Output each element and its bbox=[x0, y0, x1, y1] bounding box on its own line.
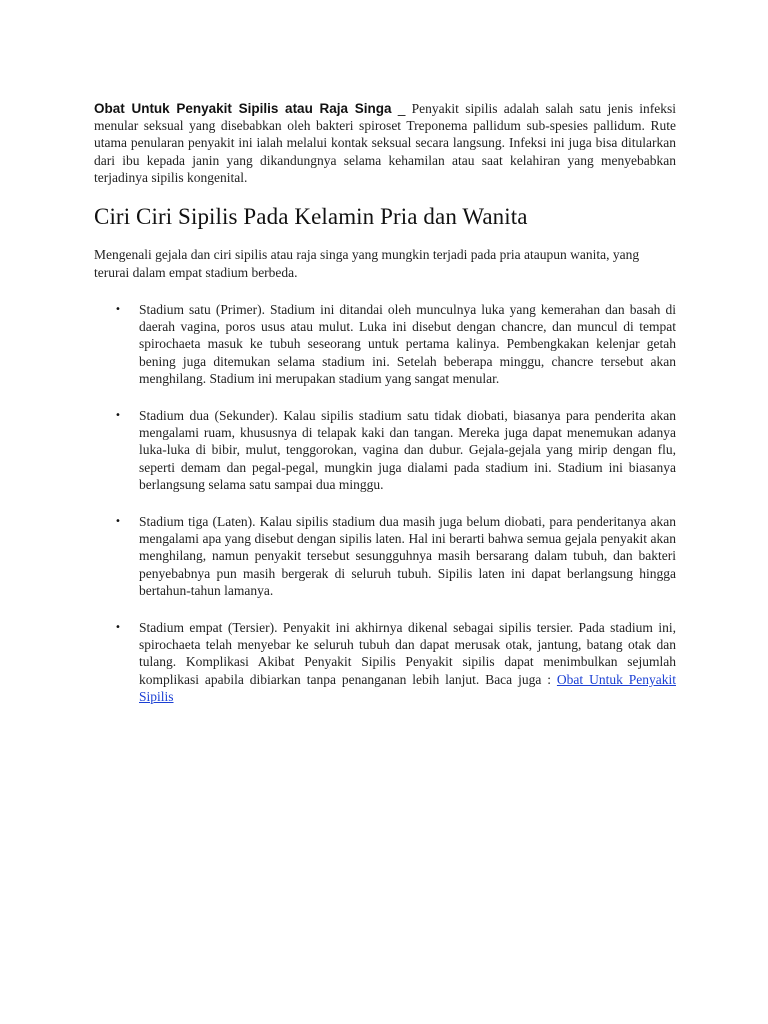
section-heading: Ciri Ciri Sipilis Pada Kelamin Pria dan Wanita bbox=[94, 204, 528, 230]
intro-lead-title: Obat Untuk Penyakit Sipilis atau Raja Singa bbox=[94, 101, 392, 116]
bullet-icon: • bbox=[115, 410, 121, 422]
bullet-icon: • bbox=[115, 622, 121, 634]
section-intro-paragraph: Mengenali gejala dan ciri sipilis atau raja singa yang mungkin terjadi pada pria ataupun wanita, yang terurai dalam empat stadium berbeda. bbox=[94, 247, 640, 280]
stage-text: Stadium dua (Sekunder). Kalau sipilis stadium satu tidak diobati, biasanya para penderita akan mengalami ruam, khususnya di telapak kaki dan tangan. Mereka juga dapat menemukan adanya luka-luka di bibir, mulut, tenggorokan, vagina dan dubur. Gejala-gejala yang mirip dengan flu, seperti demam dan pegal-pegal, mungkin juga dialami pada stadium ini. Stadium ini biasanya berlangsung selama satu sampai dua minggu. bbox=[139, 408, 676, 492]
stage-text: Stadium empat (Tersier). Penyakit ini akhirnya dikenal sebagai sipilis tersier. Pada stadium ini, spirochaeta telah menyebar ke seluruh tubuh dan dapat merusak otak, jantung, batang otak dan tulang. Komplikasi Akibat Penyakit Sipilis Penyakit sipilis dapat menimbulkan sejumlah komplikasi apabila dibiarkan tanpa penanganan lebih lanjut. Baca juga : bbox=[139, 620, 676, 687]
stage-text: Stadium tiga (Laten). Kalau sipilis stadium dua masih juga belum diobati, para penderitanya akan mengalami apa yang disebut dengan sipilis laten. Hal ini berarti bahwa semua gejala penyakit akan menghilang, namun penyakit tersebut sesungguhnya masih bersarang dalam tubuh, dan bakteri penyebabnya pun masih bergerak di seluruh tubuh. Sipilis laten ini dapat berlangsung hingga bertahun-tahun lamanya. bbox=[139, 514, 676, 598]
stage-text: Stadium satu (Primer). Stadium ini ditandai oleh munculnya luka yang kemerahan dan basah di daerah vagina, poros usus atau mulut. Luka ini disebut dengan chancre, dan muncul di tempat spirochaeta masuk ke tubuh seseorang untuk pertama kalinya. Pembengkakan kelenjar getah bening juga ditemukan selama stadium ini. Setelah beberapa minggu, chancre tersebut akan menghilang. Stadium ini merupakan stadium yang sangat menular. bbox=[139, 302, 676, 386]
document-page bbox=[94, 100, 676, 725]
stages-list bbox=[94, 301, 676, 705]
list-item-stage-1 bbox=[94, 301, 676, 387]
list-item-stage-2 bbox=[94, 407, 676, 493]
intro-separator: _ bbox=[397, 101, 406, 116]
intro-text: Penyakit sipilis adalah salah satu jenis infeksi menular seksual yang disebabkan oleh bakteri spiroset Treponema pallidum sub-spesies pallidum. Rute utama penularan penyakit ini ialah melalui kontak seksual secara langsung. Infeksi ini juga bisa ditularkan dari ibu kepada janin yang dikandungnya selama kehamilan atau saat kelahiran yang menyebabkan terjadinya sipilis kongenital. bbox=[94, 101, 677, 185]
list-item-stage-4 bbox=[94, 619, 676, 705]
list-item-stage-3 bbox=[94, 513, 676, 599]
bullet-icon: • bbox=[115, 304, 121, 316]
related-article-link[interactable]: Obat Untuk Penyakit Sipilis bbox=[139, 671, 676, 704]
bullet-icon: • bbox=[115, 516, 121, 528]
intro-paragraph bbox=[94, 100, 676, 186]
